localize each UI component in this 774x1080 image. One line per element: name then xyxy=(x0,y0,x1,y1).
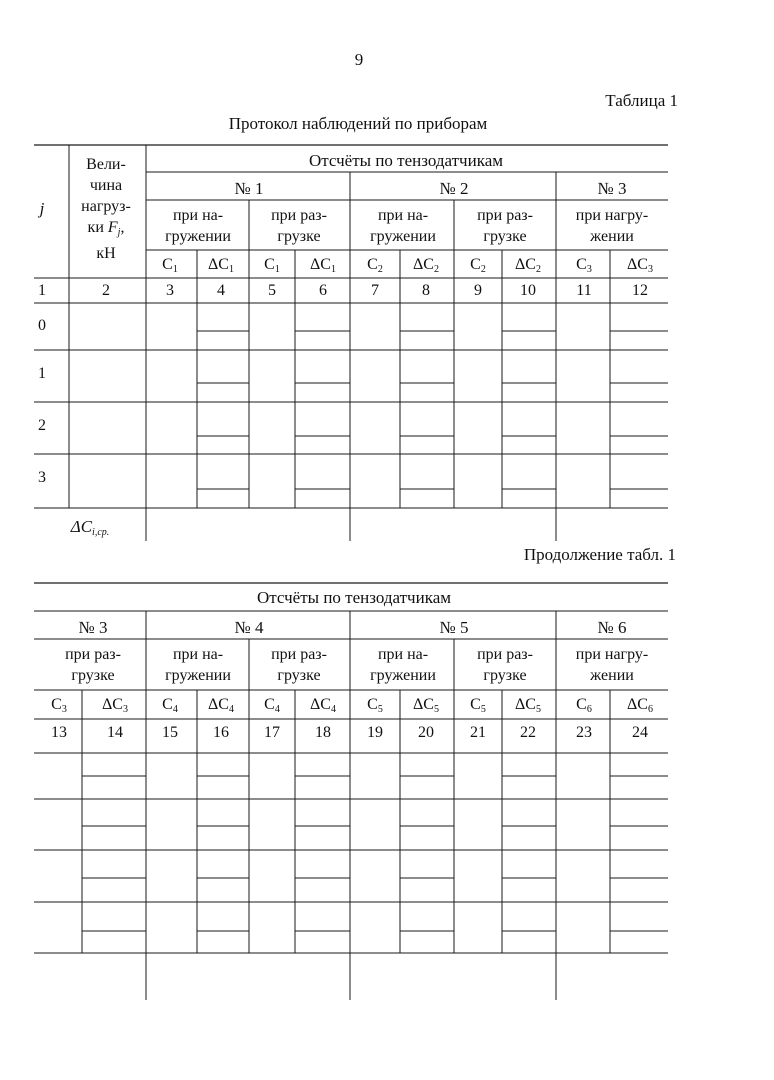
t2-reading-c5 xyxy=(367,697,383,715)
t1-reading-dc2b xyxy=(515,257,541,275)
t1-colnum: 5 xyxy=(268,282,276,299)
t1-colnum: 4 xyxy=(217,282,225,299)
t2-mode-2-line2: гружении xyxy=(165,667,231,684)
t2-reading-c4 xyxy=(162,697,178,715)
t1-reading-main: ΔC xyxy=(515,256,536,273)
t1-reading-main: ΔC xyxy=(413,256,434,273)
table-title: Протокол наблюдений по приборам xyxy=(228,114,488,133)
t1-reading-dc1 xyxy=(208,257,234,275)
t2-mode-2-line1: при на- xyxy=(172,646,224,663)
t2-mode-6-line1: при нагру- xyxy=(575,646,649,663)
t1-mode-2-line2: грузке xyxy=(277,228,321,245)
row-label-j0: 0 xyxy=(38,317,46,334)
t1-reading-c2b xyxy=(470,257,486,275)
t1-colnum: 7 xyxy=(371,282,379,299)
t1-reading-main: C xyxy=(162,256,173,273)
t1-mode-4-line1: при раз- xyxy=(477,207,533,224)
t1-reading-sub: 2 xyxy=(433,264,439,275)
t1-reading-sub: 3 xyxy=(586,264,592,275)
t2-mode-3-line2: грузке xyxy=(277,667,321,684)
load-header-line3: нагруз- xyxy=(81,198,131,215)
load-header-line2: чина xyxy=(89,177,123,194)
t1-reading-main: ΔC xyxy=(208,256,229,273)
t1-reading-sub: 1 xyxy=(330,264,336,275)
t1-mode-3-line1: при на- xyxy=(377,207,429,224)
row-label-j3: 3 xyxy=(38,469,46,486)
avg-row-label xyxy=(71,518,110,538)
t1-colnum: 2 xyxy=(102,282,110,299)
t2-colnum: 21 xyxy=(470,724,486,741)
t1-reading-sub: 1 xyxy=(172,264,178,275)
t1-mode-3-line2: гружении xyxy=(370,228,436,245)
t1-colnum: 8 xyxy=(422,282,430,299)
t2-reading-main: ΔC xyxy=(208,696,229,713)
t2-reading-sub: 5 xyxy=(535,704,541,715)
t1-reading-sub: 2 xyxy=(480,264,486,275)
t2-reading-dc6 xyxy=(627,697,653,715)
t1-reading-main: C xyxy=(264,256,275,273)
t2-colnum: 15 xyxy=(162,724,178,741)
t2-reading-sub: 4 xyxy=(172,704,178,715)
t2-reading-main: ΔC xyxy=(310,696,331,713)
t2-colnum: 14 xyxy=(107,724,123,741)
row-label-j2: 2 xyxy=(38,417,46,434)
page-number: 9 xyxy=(354,50,364,69)
table-label: Таблица 1 xyxy=(605,91,678,110)
t2-mode-4-line2: гружении xyxy=(370,667,436,684)
t1-reading-main: C xyxy=(470,256,481,273)
t1-colnum: 12 xyxy=(632,282,648,299)
t1-mode-1-line2: гружении xyxy=(165,228,231,245)
avg-label-sub: i,ср. xyxy=(92,527,110,538)
t2-reading-c4b xyxy=(264,697,280,715)
table1-group-header: Отсчёты по тензодатчикам xyxy=(309,151,503,170)
table2-sensor-4: № 4 xyxy=(234,618,264,637)
continuation-label: Продолжение табл. 1 xyxy=(523,545,676,564)
load-header-line4 xyxy=(88,220,125,238)
avg-label-main: ΔC xyxy=(70,517,93,536)
t2-reading-sub: 3 xyxy=(61,704,67,715)
t2-reading-main: ΔC xyxy=(515,696,536,713)
t2-colnum: 22 xyxy=(520,724,536,741)
t2-reading-dc3 xyxy=(102,697,128,715)
t2-colnum: 13 xyxy=(51,724,67,741)
t1-reading-main: ΔC xyxy=(310,256,331,273)
t2-colnum: 19 xyxy=(367,724,383,741)
t1-reading-dc3 xyxy=(627,257,653,275)
t2-reading-main: C xyxy=(51,696,62,713)
t1-reading-sub: 2 xyxy=(377,264,383,275)
t1-colnum: 6 xyxy=(319,282,327,299)
t1-reading-c1b xyxy=(264,257,280,275)
t2-mode-1-line1: при раз- xyxy=(65,646,121,663)
t1-colnum: 1 xyxy=(38,282,46,299)
t2-reading-sub: 4 xyxy=(330,704,336,715)
table1-sensor-2: № 2 xyxy=(439,179,469,198)
t1-reading-c3 xyxy=(576,257,592,275)
t2-mode-1-line2: грузке xyxy=(71,667,115,684)
t2-mode-3-line1: при раз- xyxy=(271,646,327,663)
t2-reading-sub: 6 xyxy=(586,704,592,715)
t2-reading-c6 xyxy=(576,697,592,715)
t2-reading-main: ΔC xyxy=(102,696,123,713)
t2-reading-c5b xyxy=(470,697,486,715)
t1-reading-c2 xyxy=(367,257,383,275)
t1-mode-5-line2: жении xyxy=(590,228,634,245)
row-label-j1: 1 xyxy=(38,365,46,382)
t1-reading-dc2 xyxy=(413,257,439,275)
t2-reading-dc5 xyxy=(413,697,439,715)
t1-mode-1-line1: при на- xyxy=(172,207,224,224)
load-symbol: F xyxy=(107,219,118,236)
t2-mode-4-line1: при на- xyxy=(377,646,429,663)
load-header-line1: Вели- xyxy=(86,156,126,173)
t1-reading-main: C xyxy=(367,256,378,273)
t1-reading-main: ΔC xyxy=(627,256,648,273)
table2-sensor-6: № 6 xyxy=(597,618,627,637)
load-header-comma: , xyxy=(120,219,125,236)
t2-reading-sub: 4 xyxy=(228,704,234,715)
t1-mode-2-line1: при раз- xyxy=(271,207,327,224)
t1-reading-main: C xyxy=(576,256,587,273)
t1-mode-5-line1: при нагру- xyxy=(575,207,649,224)
t2-reading-sub: 5 xyxy=(377,704,383,715)
t2-reading-dc4 xyxy=(208,697,234,715)
table1-sensor-1: № 1 xyxy=(234,179,264,198)
load-symbol-sub: j xyxy=(117,227,121,238)
t1-colnum: 11 xyxy=(576,282,592,299)
t2-reading-main: C xyxy=(367,696,378,713)
t1-reading-c1 xyxy=(162,257,178,275)
t2-colnum: 17 xyxy=(264,724,280,741)
t2-reading-main: C xyxy=(470,696,481,713)
t2-colnum: 24 xyxy=(632,724,648,741)
table2-sensor-5: № 5 xyxy=(439,618,469,637)
t1-reading-sub: 1 xyxy=(274,264,280,275)
t2-colnum: 23 xyxy=(576,724,592,741)
table1-sensor-3: № 3 xyxy=(597,179,627,198)
t2-mode-6-line2: жении xyxy=(590,667,634,684)
t2-reading-main: ΔC xyxy=(627,696,648,713)
col-j-header: j xyxy=(39,199,45,218)
t2-mode-5-line1: при раз- xyxy=(477,646,533,663)
table2-group-header: Отсчёты по тензодатчикам xyxy=(257,588,451,607)
t2-reading-sub: 3 xyxy=(122,704,128,715)
t2-reading-sub: 6 xyxy=(647,704,653,715)
t2-reading-main: ΔC xyxy=(413,696,434,713)
t2-colnum: 20 xyxy=(418,724,434,741)
t2-reading-main: C xyxy=(264,696,275,713)
t2-reading-dc4b xyxy=(310,697,336,715)
t1-reading-sub: 3 xyxy=(647,264,653,275)
t2-colnum: 16 xyxy=(213,724,229,741)
t2-reading-c3 xyxy=(51,697,67,715)
t2-reading-dc5b xyxy=(515,697,541,715)
t2-mode-5-line2: грузке xyxy=(483,667,527,684)
t2-reading-sub: 5 xyxy=(433,704,439,715)
t1-mode-4-line2: грузке xyxy=(483,228,527,245)
t2-colnum: 18 xyxy=(315,724,331,741)
t1-colnum: 3 xyxy=(166,282,174,299)
t2-reading-main: C xyxy=(576,696,587,713)
load-header-line5: кН xyxy=(96,245,116,262)
t1-colnum: 9 xyxy=(474,282,482,299)
t1-reading-sub: 2 xyxy=(535,264,541,275)
t1-reading-dc1b xyxy=(310,257,336,275)
t2-reading-main: C xyxy=(162,696,173,713)
table2-sensor-3: № 3 xyxy=(78,618,108,637)
t1-colnum: 10 xyxy=(520,282,536,299)
t2-reading-sub: 5 xyxy=(480,704,486,715)
load-header-ki: ки xyxy=(87,219,104,236)
t2-reading-sub: 4 xyxy=(274,704,280,715)
t1-reading-sub: 1 xyxy=(228,264,234,275)
